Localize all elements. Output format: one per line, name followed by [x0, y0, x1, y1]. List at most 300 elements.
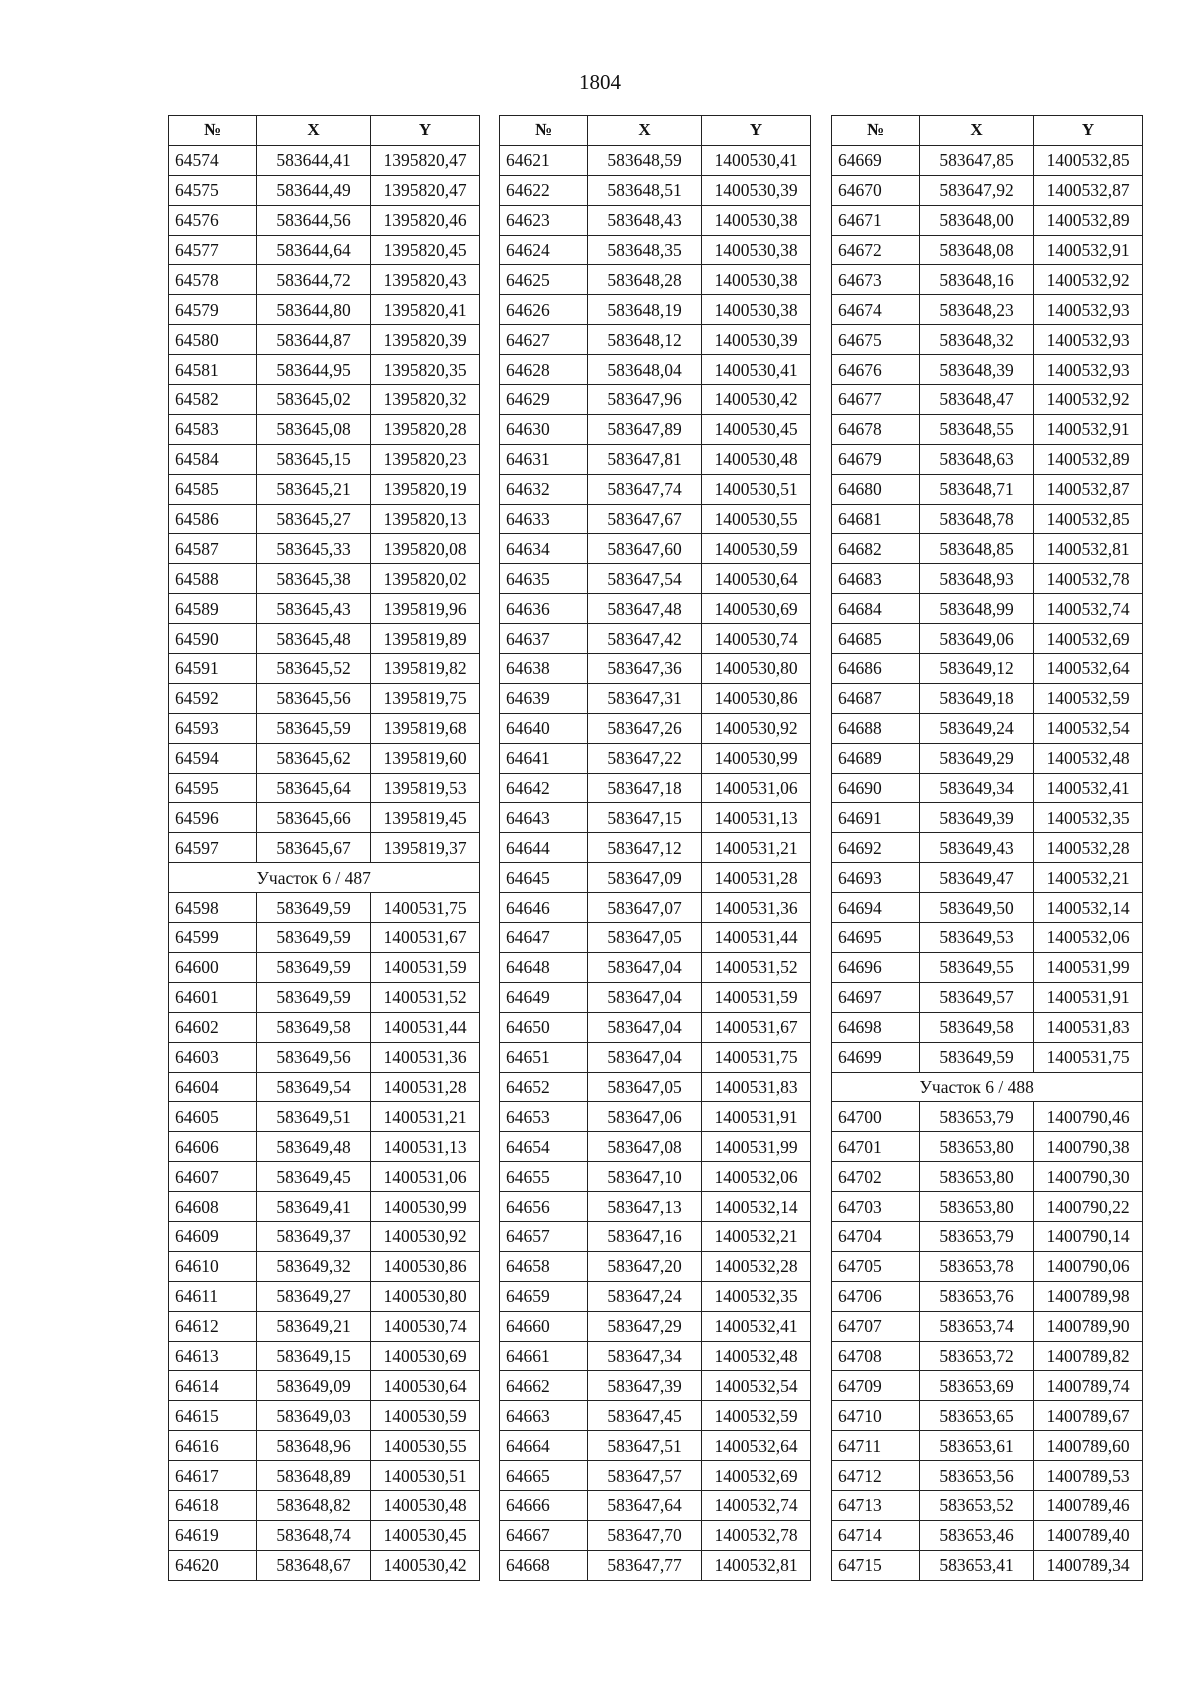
table-row — [500, 1042, 811, 1072]
point-number: 64639 — [500, 683, 588, 713]
x-coordinate: 583653,52 — [920, 1490, 1034, 1520]
y-coordinate: 1400531,91 — [702, 1102, 811, 1132]
y-coordinate: 1395819,60 — [371, 743, 480, 773]
x-coordinate: 583645,66 — [257, 803, 371, 833]
point-number: 64653 — [500, 1102, 588, 1132]
x-coordinate: 583648,39 — [920, 355, 1034, 385]
y-coordinate: 1400532,91 — [1034, 235, 1143, 265]
table-row — [169, 1221, 480, 1251]
point-number: 64613 — [169, 1341, 257, 1371]
point-number: 64615 — [169, 1401, 257, 1431]
y-coordinate: 1400532,28 — [1034, 833, 1143, 863]
y-coordinate: 1395819,89 — [371, 624, 480, 654]
y-coordinate: 1400530,55 — [702, 504, 811, 534]
point-number: 64648 — [500, 952, 588, 982]
point-number: 64661 — [500, 1341, 588, 1371]
point-number: 64611 — [169, 1281, 257, 1311]
table-row — [169, 654, 480, 684]
y-coordinate: 1395819,82 — [371, 654, 480, 684]
x-coordinate: 583648,89 — [257, 1461, 371, 1491]
point-number: 64587 — [169, 534, 257, 564]
y-coordinate: 1400532,87 — [1034, 175, 1143, 205]
table-row — [169, 833, 480, 863]
y-coordinate: 1400531,91 — [1034, 982, 1143, 1012]
point-number: 64711 — [832, 1431, 920, 1461]
point-number: 64588 — [169, 564, 257, 594]
table-row — [832, 414, 1143, 444]
point-number: 64636 — [500, 594, 588, 624]
table-row — [832, 594, 1143, 624]
table-row — [169, 205, 480, 235]
x-coordinate: 583649,24 — [920, 713, 1034, 743]
point-number: 64589 — [169, 594, 257, 624]
x-coordinate: 583653,80 — [920, 1192, 1034, 1222]
y-coordinate: 1395820,43 — [371, 265, 480, 295]
point-number: 64644 — [500, 833, 588, 863]
y-coordinate: 1400789,82 — [1034, 1341, 1143, 1371]
point-number: 64662 — [500, 1371, 588, 1401]
x-coordinate: 583645,27 — [257, 504, 371, 534]
x-coordinate: 583647,92 — [920, 175, 1034, 205]
table-row — [500, 1162, 811, 1192]
x-coordinate: 583644,72 — [257, 265, 371, 295]
y-coordinate: 1400532,59 — [702, 1401, 811, 1431]
x-coordinate: 583647,45 — [588, 1401, 702, 1431]
x-coordinate: 583649,59 — [257, 893, 371, 923]
y-coordinate: 1400532,64 — [702, 1431, 811, 1461]
x-coordinate: 583645,48 — [257, 624, 371, 654]
point-number: 64681 — [832, 504, 920, 534]
y-coordinate: 1400531,75 — [371, 893, 480, 923]
point-number: 64631 — [500, 444, 588, 474]
point-number: 64614 — [169, 1371, 257, 1401]
y-coordinate: 1400530,92 — [702, 713, 811, 743]
table-row — [169, 175, 480, 205]
x-coordinate: 583647,07 — [588, 893, 702, 923]
table-row — [169, 534, 480, 564]
table-row — [500, 1341, 811, 1371]
point-number: 64674 — [832, 295, 920, 325]
x-coordinate: 583649,59 — [257, 923, 371, 953]
table-row — [169, 1401, 480, 1431]
y-coordinate: 1400532,14 — [702, 1192, 811, 1222]
table-row — [500, 1281, 811, 1311]
table-row — [500, 385, 811, 415]
table-row — [500, 594, 811, 624]
point-number: 64705 — [832, 1251, 920, 1281]
x-coordinate: 583647,04 — [588, 1012, 702, 1042]
y-coordinate: 1400532,92 — [1034, 265, 1143, 295]
header-number: № — [832, 116, 920, 146]
table-row — [832, 683, 1143, 713]
point-number: 64584 — [169, 444, 257, 474]
table-row — [169, 265, 480, 295]
point-number: 64583 — [169, 414, 257, 444]
y-coordinate: 1400789,40 — [1034, 1520, 1143, 1550]
point-number: 64704 — [832, 1221, 920, 1251]
point-number: 64676 — [832, 355, 920, 385]
point-number: 64671 — [832, 205, 920, 235]
x-coordinate: 583648,74 — [257, 1520, 371, 1550]
table-row — [169, 385, 480, 415]
table-row — [832, 803, 1143, 833]
x-coordinate: 583647,09 — [588, 863, 702, 893]
table-row — [169, 1550, 480, 1580]
point-number: 64700 — [832, 1102, 920, 1132]
table-row — [832, 1371, 1143, 1401]
y-coordinate: 1400530,38 — [702, 235, 811, 265]
x-coordinate: 583645,15 — [257, 444, 371, 474]
y-coordinate: 1400530,42 — [371, 1550, 480, 1580]
x-coordinate: 583649,45 — [257, 1162, 371, 1192]
x-coordinate: 583648,08 — [920, 235, 1034, 265]
table-row — [500, 1401, 811, 1431]
table-row — [500, 773, 811, 803]
section-title: Участок 6 / 488 — [920, 1072, 1143, 1102]
table-row — [169, 444, 480, 474]
x-coordinate: 583648,99 — [920, 594, 1034, 624]
y-coordinate: 1400790,22 — [1034, 1192, 1143, 1222]
y-coordinate: 1400531,99 — [702, 1132, 811, 1162]
point-number: 64640 — [500, 713, 588, 743]
point-number: 64691 — [832, 803, 920, 833]
x-coordinate: 583649,48 — [257, 1132, 371, 1162]
y-coordinate: 1400530,69 — [371, 1341, 480, 1371]
x-coordinate: 583647,39 — [588, 1371, 702, 1401]
point-number: 64579 — [169, 295, 257, 325]
y-coordinate: 1400530,74 — [371, 1311, 480, 1341]
y-coordinate: 1400532,41 — [702, 1311, 811, 1341]
table-row — [500, 145, 811, 175]
point-number: 64699 — [832, 1042, 920, 1072]
x-coordinate: 583647,05 — [588, 1072, 702, 1102]
x-coordinate: 583649,32 — [257, 1251, 371, 1281]
y-coordinate: 1400530,80 — [702, 654, 811, 684]
y-coordinate: 1400532,06 — [702, 1162, 811, 1192]
table-row — [832, 1311, 1143, 1341]
x-coordinate: 583644,87 — [257, 325, 371, 355]
y-coordinate: 1400532,54 — [702, 1371, 811, 1401]
y-coordinate: 1400532,78 — [1034, 564, 1143, 594]
point-number: 64669 — [832, 145, 920, 175]
table-row — [832, 235, 1143, 265]
x-coordinate: 583649,59 — [920, 1042, 1034, 1072]
table-row — [832, 295, 1143, 325]
y-coordinate: 1400530,48 — [702, 444, 811, 474]
point-number: 64603 — [169, 1042, 257, 1072]
y-coordinate: 1400530,45 — [702, 414, 811, 444]
table-row — [169, 1162, 480, 1192]
table-row — [832, 145, 1143, 175]
point-number: 64606 — [169, 1132, 257, 1162]
point-number: 64604 — [169, 1072, 257, 1102]
table-row — [169, 1431, 480, 1461]
x-coordinate: 583649,58 — [920, 1012, 1034, 1042]
y-coordinate: 1400530,92 — [371, 1221, 480, 1251]
x-coordinate: 583644,49 — [257, 175, 371, 205]
y-coordinate: 1400531,44 — [371, 1012, 480, 1042]
y-coordinate: 1400530,59 — [371, 1401, 480, 1431]
x-coordinate: 583649,12 — [920, 654, 1034, 684]
table-row — [832, 444, 1143, 474]
table-row — [500, 295, 811, 325]
point-number: 64618 — [169, 1490, 257, 1520]
table-row — [832, 504, 1143, 534]
coordinates-table-1 — [168, 115, 480, 1581]
x-coordinate: 583647,22 — [588, 743, 702, 773]
x-coordinate: 583644,95 — [257, 355, 371, 385]
table-row — [169, 803, 480, 833]
point-number: 64641 — [500, 743, 588, 773]
x-coordinate: 583648,85 — [920, 534, 1034, 564]
point-number: 64595 — [169, 773, 257, 803]
y-coordinate: 1400530,55 — [371, 1431, 480, 1461]
table-row — [832, 743, 1143, 773]
table-row — [500, 1550, 811, 1580]
table-row — [500, 1251, 811, 1281]
y-coordinate: 1400530,99 — [702, 743, 811, 773]
table-row — [169, 295, 480, 325]
y-coordinate: 1400532,91 — [1034, 414, 1143, 444]
x-coordinate: 583653,69 — [920, 1371, 1034, 1401]
x-coordinate: 583647,06 — [588, 1102, 702, 1132]
point-number: 64692 — [832, 833, 920, 863]
y-coordinate: 1400531,28 — [702, 863, 811, 893]
y-coordinate: 1400531,28 — [371, 1072, 480, 1102]
y-coordinate: 1400790,38 — [1034, 1132, 1143, 1162]
x-coordinate: 583648,04 — [588, 355, 702, 385]
point-number: 64629 — [500, 385, 588, 415]
point-number: 64624 — [500, 235, 588, 265]
x-coordinate: 583649,43 — [920, 833, 1034, 863]
y-coordinate: 1395820,41 — [371, 295, 480, 325]
y-coordinate: 1400532,74 — [702, 1490, 811, 1520]
point-number: 64628 — [500, 355, 588, 385]
point-number: 64621 — [500, 145, 588, 175]
table-row — [832, 713, 1143, 743]
y-coordinate: 1400530,80 — [371, 1281, 480, 1311]
table-row — [500, 1311, 811, 1341]
table-row — [500, 564, 811, 594]
table-row — [832, 1341, 1143, 1371]
table-row — [500, 713, 811, 743]
x-coordinate: 583649,47 — [920, 863, 1034, 893]
table-row — [169, 1072, 480, 1102]
x-coordinate: 583649,51 — [257, 1102, 371, 1132]
header-y: Y — [702, 116, 811, 146]
table-row — [169, 474, 480, 504]
table-row — [500, 982, 811, 1012]
table-row — [500, 1012, 811, 1042]
x-coordinate: 583649,29 — [920, 743, 1034, 773]
point-number: 64703 — [832, 1192, 920, 1222]
table-row — [832, 474, 1143, 504]
point-number: 64668 — [500, 1550, 588, 1580]
point-number: 64627 — [500, 325, 588, 355]
x-coordinate: 583647,96 — [588, 385, 702, 415]
y-coordinate: 1395819,96 — [371, 594, 480, 624]
x-coordinate: 583645,43 — [257, 594, 371, 624]
point-number: 64651 — [500, 1042, 588, 1072]
table-row — [169, 893, 480, 923]
x-coordinate: 583653,41 — [920, 1550, 1034, 1580]
point-number: 64708 — [832, 1341, 920, 1371]
x-coordinate: 583647,36 — [588, 654, 702, 684]
y-coordinate: 1400531,59 — [371, 952, 480, 982]
table-row — [169, 1042, 480, 1072]
y-coordinate: 1395820,13 — [371, 504, 480, 534]
table-row — [169, 624, 480, 654]
point-number: 64687 — [832, 683, 920, 713]
y-coordinate: 1395820,35 — [371, 355, 480, 385]
table-row — [832, 893, 1143, 923]
x-coordinate: 583649,03 — [257, 1401, 371, 1431]
table-row — [832, 564, 1143, 594]
table-row — [169, 504, 480, 534]
y-coordinate: 1400532,54 — [1034, 713, 1143, 743]
y-coordinate: 1400532,28 — [702, 1251, 811, 1281]
x-coordinate: 583647,10 — [588, 1162, 702, 1192]
x-coordinate: 583647,57 — [588, 1461, 702, 1491]
point-number: 64656 — [500, 1192, 588, 1222]
x-coordinate: 583647,74 — [588, 474, 702, 504]
table-row — [500, 1192, 811, 1222]
point-number: 64623 — [500, 205, 588, 235]
y-coordinate: 1400532,89 — [1034, 205, 1143, 235]
y-coordinate: 1400531,75 — [702, 1042, 811, 1072]
point-number: 64706 — [832, 1281, 920, 1311]
y-coordinate: 1400789,90 — [1034, 1311, 1143, 1341]
header-x: X — [588, 116, 702, 146]
y-coordinate: 1400530,86 — [702, 683, 811, 713]
table-row — [832, 952, 1143, 982]
x-coordinate: 583647,34 — [588, 1341, 702, 1371]
y-coordinate: 1395820,32 — [371, 385, 480, 415]
table-row — [500, 534, 811, 564]
table-row — [832, 1012, 1143, 1042]
table-row — [169, 923, 480, 953]
table-row — [500, 325, 811, 355]
point-number: 64675 — [832, 325, 920, 355]
x-coordinate: 583648,35 — [588, 235, 702, 265]
table-row — [500, 355, 811, 385]
x-coordinate: 583647,42 — [588, 624, 702, 654]
header-x: X — [257, 116, 371, 146]
table-row — [500, 683, 811, 713]
x-coordinate: 583649,41 — [257, 1192, 371, 1222]
y-coordinate: 1400530,51 — [371, 1461, 480, 1491]
table-row — [169, 1371, 480, 1401]
x-coordinate: 583649,55 — [920, 952, 1034, 982]
table-row — [832, 1132, 1143, 1162]
table-row — [500, 1132, 811, 1162]
table-row — [169, 683, 480, 713]
x-coordinate: 583647,67 — [588, 504, 702, 534]
x-coordinate: 583648,23 — [920, 295, 1034, 325]
table-row — [832, 923, 1143, 953]
x-coordinate: 583647,16 — [588, 1221, 702, 1251]
y-coordinate: 1400531,75 — [1034, 1042, 1143, 1072]
x-coordinate: 583649,54 — [257, 1072, 371, 1102]
point-number: 64689 — [832, 743, 920, 773]
point-number: 64673 — [832, 265, 920, 295]
x-coordinate: 583649,59 — [257, 982, 371, 1012]
point-number: 64714 — [832, 1520, 920, 1550]
y-coordinate: 1400532,69 — [702, 1461, 811, 1491]
x-coordinate: 583649,56 — [257, 1042, 371, 1072]
y-coordinate: 1400532,81 — [1034, 534, 1143, 564]
point-number: 64694 — [832, 893, 920, 923]
point-number: 64698 — [832, 1012, 920, 1042]
x-coordinate: 583653,46 — [920, 1520, 1034, 1550]
y-coordinate: 1400531,99 — [1034, 952, 1143, 982]
table-row — [832, 1431, 1143, 1461]
table-row — [169, 982, 480, 1012]
y-coordinate: 1395820,19 — [371, 474, 480, 504]
x-coordinate: 583645,52 — [257, 654, 371, 684]
x-coordinate: 583648,12 — [588, 325, 702, 355]
y-coordinate: 1400530,74 — [702, 624, 811, 654]
point-number: 64654 — [500, 1132, 588, 1162]
x-coordinate: 583648,28 — [588, 265, 702, 295]
x-coordinate: 583648,00 — [920, 205, 1034, 235]
y-coordinate: 1400790,14 — [1034, 1221, 1143, 1251]
point-number: 64598 — [169, 893, 257, 923]
point-number: 64575 — [169, 175, 257, 205]
y-coordinate: 1400532,89 — [1034, 444, 1143, 474]
y-coordinate: 1395819,68 — [371, 713, 480, 743]
table-row — [500, 803, 811, 833]
x-coordinate: 583649,06 — [920, 624, 1034, 654]
table-row — [832, 1550, 1143, 1580]
y-coordinate: 1395820,23 — [371, 444, 480, 474]
table-row — [832, 1520, 1143, 1550]
y-coordinate: 1400532,59 — [1034, 683, 1143, 713]
y-coordinate: 1395819,37 — [371, 833, 480, 863]
y-coordinate: 1400789,74 — [1034, 1371, 1143, 1401]
table-row — [832, 385, 1143, 415]
table-row — [500, 265, 811, 295]
point-number: 64645 — [500, 863, 588, 893]
x-coordinate: 583644,80 — [257, 295, 371, 325]
table-row — [169, 1341, 480, 1371]
section-spacer — [169, 863, 257, 893]
y-coordinate: 1400531,52 — [371, 982, 480, 1012]
table-row — [500, 952, 811, 982]
table-row — [500, 235, 811, 265]
y-coordinate: 1395820,02 — [371, 564, 480, 594]
table-row — [832, 325, 1143, 355]
point-number: 64670 — [832, 175, 920, 205]
point-number: 64625 — [500, 265, 588, 295]
x-coordinate: 583653,56 — [920, 1461, 1034, 1491]
point-number: 64596 — [169, 803, 257, 833]
y-coordinate: 1400789,46 — [1034, 1490, 1143, 1520]
x-coordinate: 583647,13 — [588, 1192, 702, 1222]
table-row — [169, 1520, 480, 1550]
table-row — [500, 444, 811, 474]
y-coordinate: 1400530,64 — [702, 564, 811, 594]
x-coordinate: 583647,70 — [588, 1520, 702, 1550]
x-coordinate: 583647,29 — [588, 1311, 702, 1341]
point-number: 64638 — [500, 654, 588, 684]
y-coordinate: 1400789,67 — [1034, 1401, 1143, 1431]
table-row — [500, 863, 811, 893]
table-row — [832, 265, 1143, 295]
x-coordinate: 583647,24 — [588, 1281, 702, 1311]
x-coordinate: 583648,43 — [588, 205, 702, 235]
section-spacer — [832, 1072, 920, 1102]
